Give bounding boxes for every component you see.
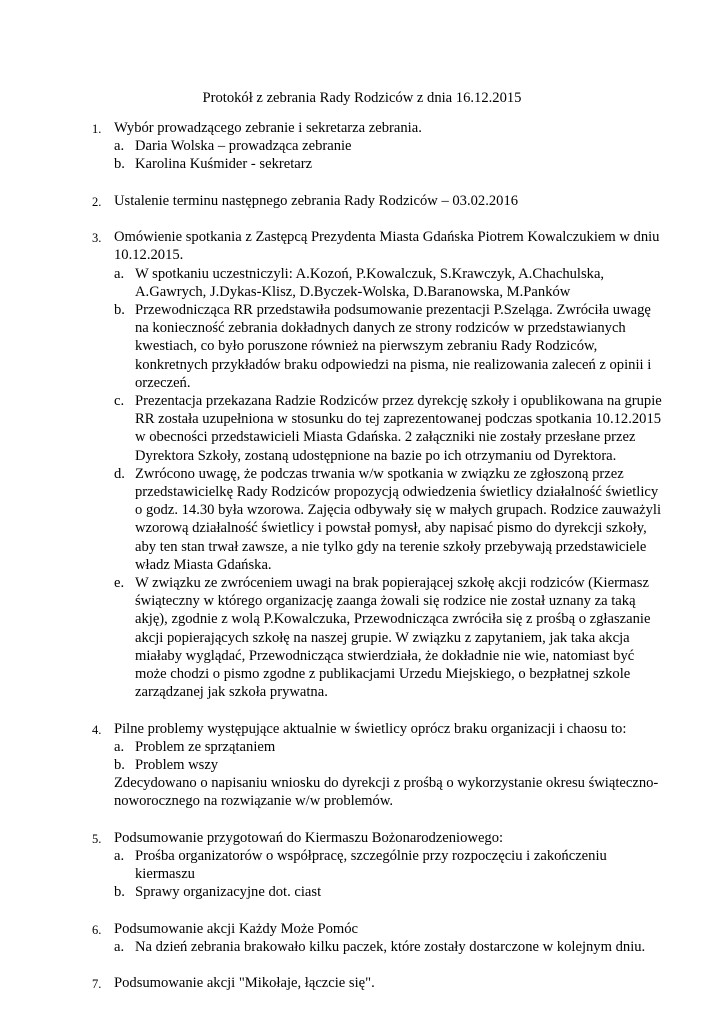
subitem-a [114,738,664,756]
agenda-item-3 [92,228,664,701]
subitem-text: Na dzień zebrania brakowało kilku paczek, które zostały dostarczone w kolejnym dniu. [135,939,646,956]
subitem-text: Daria Wolska – prowadząca zebranie [135,138,352,155]
agenda-item-4 [92,720,664,811]
item-number: 6. [92,922,102,937]
subitem-text: Przewodnicząca RR przedstawiła podsumowanie prezentacji P.Szeląga. Zwróciła uwagę na konieczność zebrania dokładnych danych ze strony rodziców w przedstawianych kwestiach, co było poruszone również na pierwszym zebraniu Rady Rodziców, konkretnych przykładów braku odpowiedzi na pisma, nie realizowania zaleceń z opinii i orzeczeń. [135,302,652,391]
item-text: Ustalenie terminu następnego zebrania Rady Rodziców – 03.02.2016 [114,192,519,209]
item-text: Wybór prowadzącego zebranie i sekretarza zebrania. [114,120,422,136]
item-text: Podsumowanie akcji "Mikołaje, łączcie się". [114,975,375,992]
item-number: 7. [92,977,102,992]
subitem-b [114,756,664,774]
agenda-item-7 [92,974,664,992]
subitem-text: Problem ze sprzątaniem [135,738,276,755]
subitem-text: Karolina Kuśmider - sekretarz [135,156,313,173]
item-note: Zdecydowano o napisaniu wniosku do dyrekcji z prośbą o wykorzystanie okresu świąteczno-noworocznego na rozwiązanie w/w problemów. [114,775,659,810]
item-text: Podsumowanie przygotowań do Kiermaszu Bożonarodzeniowego: [114,829,504,846]
subitem-a [114,137,664,155]
subitem-c [114,392,664,465]
subitem-text: Problem wszy [135,757,219,774]
subitem-letter: b. [114,884,125,901]
document-title: Protokół z zebrania Rady Rodziców z dnia 16.12.2015 [202,90,522,106]
subitem-letter: b. [114,757,125,774]
item-text: Pilne problemy występujące aktualnie w świetlicy oprócz braku organizacji i chaosu to: [114,720,627,737]
agenda-item-1 [92,119,664,174]
item-number: 4. [92,722,102,737]
subitem-text: Sprawy organizacyjne dot. ciast [135,884,322,901]
subitem-text: Prośba organizatorów o współpracę, szczególnie przy rozpoczęciu i zakończeniu kiermaszu [135,848,607,883]
subitem-letter: a. [114,939,125,956]
agenda-item-2 [92,192,664,210]
subitem-d [114,465,664,574]
subitem-letter: a. [114,138,125,155]
subitem-letter: d. [114,465,125,482]
subitem-text: Zwrócono uwagę, że podczas trwania w/w spotkania w związku ze zgłoszoną przez przedstawicielkę Rady Rodziców propozycją odwiedzenia świetlicy działalność świetlicy o godz. 14.30 była wzorowa. Zajęcia odbywały się w małych grupach. Rodzice zauważyli wzorową działalność świetlicy i powstał pomysł, aby napisać pismo do dyrekcji szkoły, aby ten stan trwał zawsze, a nie tylko gdy na terenie szkoły przebywają przedstawiciele władz Miasta Gdańska. [135,465,662,573]
subitem-letter: a. [114,265,125,282]
item-text: Omówienie spotkania z Zastępcą Prezydenta Miasta Gdańska Piotrem Kowalczukiem w dniu 10.12.2015. [114,229,660,264]
subitem-letter: b. [114,302,125,318]
subitem-b [114,883,664,901]
subitem-text: W spotkaniu uczestniczyli: A.Kozoń, P.Kowalczuk, S.Krawczyk, A.Chachulska, A.Gawrych, J.Dykas-Klisz, D.Byczek-Wolska, D.Baranowska, M.Panków [135,265,605,300]
subitem-a [114,265,664,301]
subitem-b [114,301,664,392]
item-text: Podsumowanie akcji Każdy Może Pomóc [114,920,358,937]
subitem-letter: a. [114,848,125,865]
subitem-letter: c. [114,393,125,410]
item-number: 2. [92,194,102,209]
agenda-list [92,119,664,1011]
subitem-a [114,938,664,956]
subitem-b [114,155,664,173]
item-number: 5. [92,831,102,846]
subitem-letter: b. [114,156,125,173]
subitem-text: Prezentacja przekazana Radzie Rodziców przez dyrekcję szkoły i opublikowana na grupie RR została uzupełniona w stosunku do tej zaprezentowanej podczas spotkania 10.12.2015 w obecności przedstawicieli Miasta Gdańska. 2 załączniki nie zostały przesłane przez Dyrektora Szkoły, zostaną udostępnione na bazie po ich otrzymaniu od Dyrektora. [135,393,662,464]
subitem-text: W związku ze zwróceniem uwagi na brak popierającej szkołę akcji rodziców (Kiermasz świąteczny w którego organizację zaanga żowali się rodzice nie został uznany za taką akję), zgodnie z wolą P.Kowalczuka, Przewodnicząca zwróciła się z prośbą o zgłaszanie akcji popierających szkołę na naszej grupie. W związku z zapytaniem, jak taka akcja miałaby wyglądać, Przewodnicząca stwierdziała, że dokładnie nie wie, natomiast być może chodzi o pismo zgodne z publikacjami Urzedu Miejskiego, o bezpłatnej szkole zarządzanej jak szkoła prywatna. [135,575,651,701]
agenda-item-5 [92,829,664,902]
subitem-letter: e. [114,575,125,592]
subitem-e [114,574,664,701]
agenda-item-6 [92,920,664,956]
subitem-a [114,847,664,883]
item-number: 3. [92,231,102,246]
item-number: 1. [92,122,102,136]
subitem-letter: a. [114,738,125,755]
